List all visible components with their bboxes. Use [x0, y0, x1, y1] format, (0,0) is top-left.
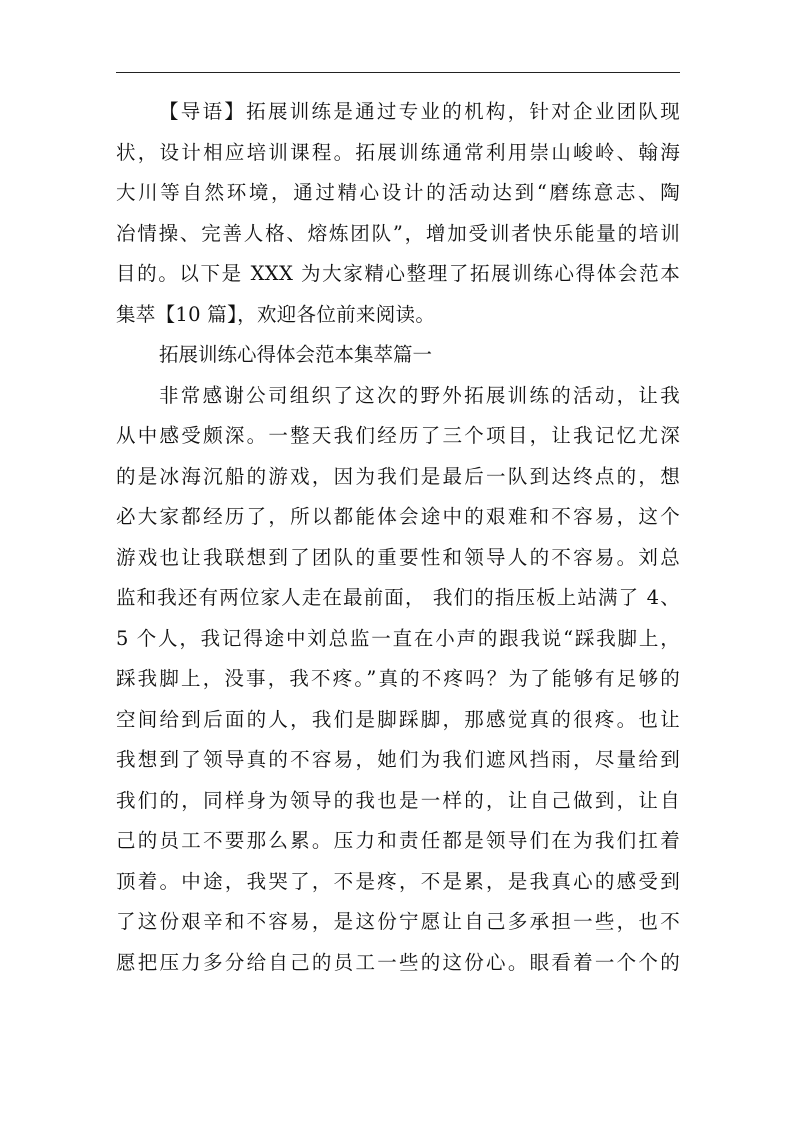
body-line: 非常感谢公司组织了这次的野外拓展训练的活动，让我: [159, 383, 680, 407]
intro-line: 【导语】拓展训练是通过专业的机构，针对企业团队现: [159, 100, 680, 123]
body-line: 愿把压力多分给自己的员工一些的这份心。眼看着一个个的: [116, 950, 680, 974]
body-line: 己的员工不要那么累。压力和责任都是领导们在为我们扛着: [116, 829, 680, 852]
document-body: [116, 92, 680, 983]
body-line: 的是冰海沉船的游戏，因为我们是最后一队到达终点的，想: [116, 464, 680, 488]
intro-line: 状，设计相应培训课程。拓展训练通常利用崇山峻岭、翰海: [116, 140, 680, 164]
body-line: 必大家都经历了，所以都能体会途中的艰难和不容易，这个: [116, 505, 680, 528]
section-heading: 拓展训练心得体会范本集萃篇一: [159, 343, 433, 366]
body-line: 我想到了领导真的不容易，她们为我们遮风挡雨，尽量给到: [116, 748, 680, 771]
body-line: 从中感受颇深。一整天我们经历了三个项目，让我记忆尤深: [116, 424, 680, 447]
intro-line: 大川等自然环境，通过精心设计的活动达到“磨练意志、陶: [116, 181, 680, 204]
intro-line: 目的。以下是 XXX 为大家精心整理了拓展训练心得体会范本: [116, 262, 680, 285]
body-line: 了这份艰辛和不容易，是这份宁愿让自己多承担一些，也不: [116, 910, 680, 933]
intro-paragraph: [116, 92, 680, 335]
body-line: 游戏也让我联想到了团队的重要性和领导人的不容易。刘总: [116, 545, 680, 569]
intro-line: 集萃【10 篇】，欢迎各位前来阅读。: [116, 302, 436, 326]
body-paragraph: [116, 376, 680, 984]
body-line: 5 个人，我记得途中刘总监一直在小声的跟我说“踩我脚上，: [116, 626, 680, 650]
body-line: 顶着。中途，我哭了，不是疼，不是累，是我真心的感受到: [116, 869, 680, 893]
intro-line: 冶情操、完善人格、熔炼团队”，增加受训者快乐能量的培训: [116, 221, 680, 245]
body-line: 空间给到后面的人，我们是脚踩脚，那感觉真的很疼。也让: [116, 707, 680, 731]
header-rule: [116, 72, 680, 73]
body-line: 我们的，同样身为领导的我也是一样的，让自己做到，让自: [116, 788, 680, 812]
body-line: 监和我还有两位家人走在最前面， 我们的指压板上站满了 4、: [116, 586, 680, 609]
body-line: 踩我脚上，没事，我不疼。”真的不疼吗？为了能够有足够的: [116, 667, 680, 690]
